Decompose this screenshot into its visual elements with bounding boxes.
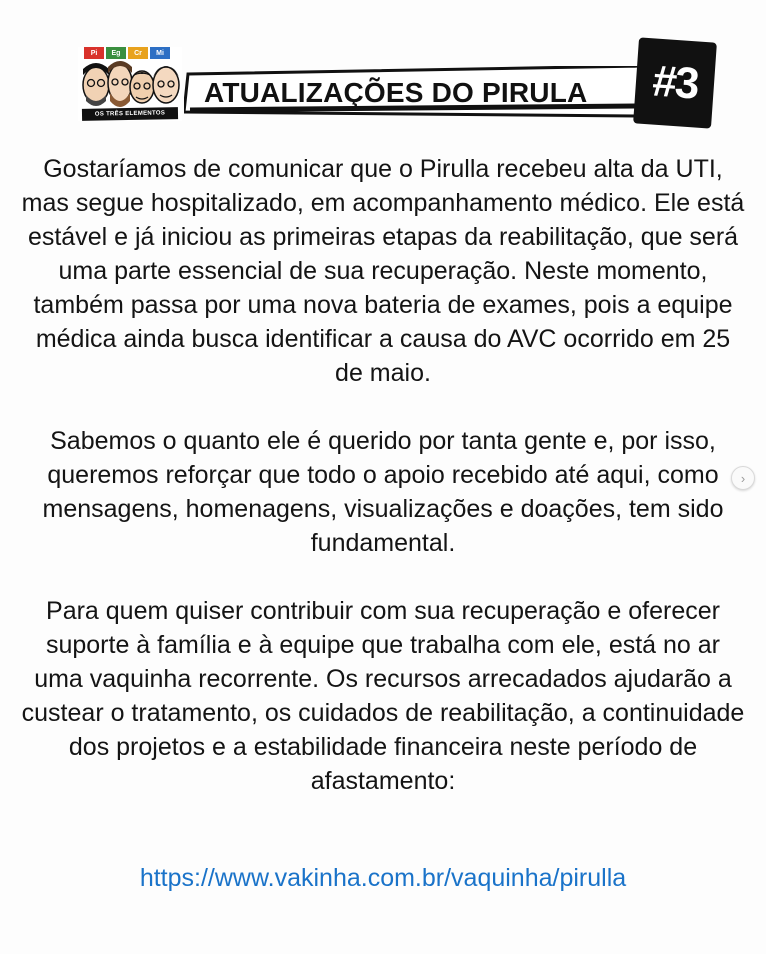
paragraph-thanks: Sabemos o quanto ele é querido por tanta gente e, por isso, queremos reforçar que todo o apoio recebido até aqui, como mensagens, homenagens, visualizações e doações, tem sido fundamental. (42, 427, 724, 557)
next-slide-button[interactable] (731, 466, 755, 490)
paragraph-fundraiser: Para quem quiser contribuir com sua recuperação e oferecer suporte à família e à equipe que trabalha com ele, está no ar uma vaquinha recorrente. Os recursos arrecadados ajudarão a custear o tratamento, os cuidados de reabilitação, a continuidade dos projetos e a estabilidade financeira neste período de afastamento: (21, 597, 745, 795)
paragraph-status-update: Gostaríamos de comunicar que o Pirulla recebeu alta da UTI, mas segue hospitalizado, em acompanhamento médico. Ele está estável e já iniciou as primeiras etapas da reabilitação, que será uma parte essencial de sua recuperação. Neste momento, também passa por uma nova bateria de exames, pois a equipe médica ainda busca identificar a causa do AVC ocorrido em 25 de maio. (21, 155, 745, 387)
logo-caption: OS TRÊS ELEMENTOS (82, 107, 178, 121)
issue-number: #3 (650, 56, 700, 109)
announcement-body (20, 152, 746, 798)
logo-os-tres-elementos (78, 47, 182, 121)
cartoon-faces-icon (78, 55, 182, 111)
chevron-right-icon: › (740, 470, 746, 486)
header (78, 40, 714, 128)
page-title: ATUALIZAÇÕES DO PIRULA (204, 77, 588, 108)
tile-cr: Cr (128, 47, 148, 59)
tile-pi: Pi (84, 47, 104, 59)
title-banner (184, 66, 644, 118)
fundraiser-link[interactable]: https://www.vakinha.com.br/vaquinha/pirulla (139, 864, 627, 892)
tile-mi: Mi (150, 47, 170, 59)
tile-eg: Eg (106, 47, 126, 59)
issue-number-badge (633, 37, 717, 128)
